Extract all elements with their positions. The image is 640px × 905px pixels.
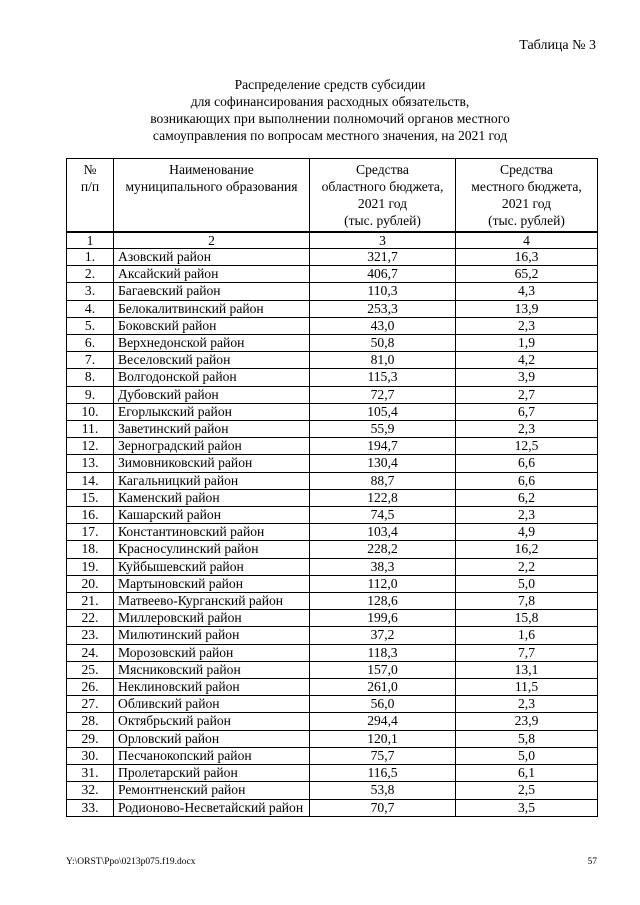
municipality-name: Пролетарский район (114, 765, 310, 782)
row-number: 14. (67, 472, 114, 489)
table-row (67, 317, 598, 334)
title-line: Распределение средств субсидии (234, 77, 426, 92)
local-budget-value: 23,9 (456, 713, 598, 730)
local-budget-value: 6,7 (456, 403, 598, 420)
local-budget-value: 2,3 (456, 317, 598, 334)
municipality-name: Морозовский район (114, 644, 310, 661)
column-numbers-row (67, 232, 598, 249)
municipality-name: Азовский район (114, 249, 310, 266)
row-number: 11. (67, 421, 114, 438)
header-regional-budget: Средства областного бюджета, 2021 год (тыс. рублей) (310, 159, 456, 233)
municipality-name: Орловский район (114, 730, 310, 747)
municipality-name: Октябрьский район (114, 713, 310, 730)
municipality-name: Веселовский район (114, 352, 310, 369)
regional-budget-value: 110,3 (310, 283, 456, 300)
table-row (67, 610, 598, 627)
row-number: 9. (67, 386, 114, 403)
row-number: 28. (67, 713, 114, 730)
row-number: 18. (67, 541, 114, 558)
regional-budget-value: 228,2 (310, 541, 456, 558)
row-number: 17. (67, 524, 114, 541)
header-local-budget: Средства местного бюджета, 2021 год (тыс. рублей) (456, 159, 598, 233)
column-number: 3 (310, 232, 456, 249)
table-row (67, 507, 598, 524)
local-budget-value: 4,3 (456, 283, 598, 300)
regional-budget-value: 261,0 (310, 679, 456, 696)
local-budget-value: 15,8 (456, 610, 598, 627)
municipality-name: Боковский район (114, 317, 310, 334)
local-budget-value: 2,7 (456, 386, 598, 403)
table-row (67, 730, 598, 747)
row-number: 3. (67, 283, 114, 300)
municipality-name: Егорлыкский район (114, 403, 310, 420)
table-row (67, 799, 598, 816)
regional-budget-value: 43,0 (310, 317, 456, 334)
regional-budget-value: 194,7 (310, 438, 456, 455)
regional-budget-value: 88,7 (310, 472, 456, 489)
local-budget-value: 65,2 (456, 266, 598, 283)
local-budget-value: 3,5 (456, 799, 598, 816)
table-row (67, 386, 598, 403)
local-budget-value: 16,3 (456, 249, 598, 266)
local-budget-value: 13,1 (456, 661, 598, 678)
regional-budget-value: 50,8 (310, 335, 456, 352)
row-number: 19. (67, 558, 114, 575)
local-budget-value: 16,2 (456, 541, 598, 558)
row-number: 23. (67, 627, 114, 644)
regional-budget-value: 70,7 (310, 799, 456, 816)
row-number: 31. (67, 765, 114, 782)
local-budget-value: 5,8 (456, 730, 598, 747)
regional-budget-value: 115,3 (310, 369, 456, 386)
row-number: 30. (67, 747, 114, 764)
table-row (67, 352, 598, 369)
row-number: 22. (67, 610, 114, 627)
municipality-name: Миллеровский район (114, 610, 310, 627)
row-number: 24. (67, 644, 114, 661)
regional-budget-value: 103,4 (310, 524, 456, 541)
row-number: 16. (67, 507, 114, 524)
row-number: 7. (67, 352, 114, 369)
table-row (67, 644, 598, 661)
table-header-row (67, 159, 598, 233)
regional-budget-value: 53,8 (310, 782, 456, 799)
table-row (67, 300, 598, 317)
row-number: 12. (67, 438, 114, 455)
row-number: 6. (67, 335, 114, 352)
regional-budget-value: 130,4 (310, 455, 456, 472)
municipality-name: Дубовский район (114, 386, 310, 403)
table-row (67, 765, 598, 782)
row-number: 32. (67, 782, 114, 799)
row-number: 10. (67, 403, 114, 420)
row-number: 15. (67, 489, 114, 506)
regional-budget-value: 406,7 (310, 266, 456, 283)
column-number: 4 (456, 232, 598, 249)
table-row (67, 438, 598, 455)
municipality-name: Волгодонской район (114, 369, 310, 386)
local-budget-value: 13,9 (456, 300, 598, 317)
regional-budget-value: 112,0 (310, 575, 456, 592)
table-row (67, 679, 598, 696)
table-row (67, 489, 598, 506)
municipality-name: Матвеево-Курганский район (114, 593, 310, 610)
municipality-name: Константиновский район (114, 524, 310, 541)
table-row (67, 696, 598, 713)
row-number: 25. (67, 661, 114, 678)
table-row (67, 421, 598, 438)
municipality-name: Родионово-Несветайский район (114, 799, 310, 816)
municipality-name: Песчанокопский район (114, 747, 310, 764)
regional-budget-value: 105,4 (310, 403, 456, 420)
municipality-name: Кашарский район (114, 507, 310, 524)
local-budget-value: 2,3 (456, 696, 598, 713)
regional-budget-value: 38,3 (310, 558, 456, 575)
local-budget-value: 6,2 (456, 489, 598, 506)
title-line: для софинансирования расходных обязательств, (190, 94, 470, 109)
local-budget-value: 1,9 (456, 335, 598, 352)
row-number: 20. (67, 575, 114, 592)
local-budget-value: 5,0 (456, 747, 598, 764)
table-row (67, 713, 598, 730)
local-budget-value: 12,5 (456, 438, 598, 455)
page-number: 57 (587, 857, 597, 867)
table-row (67, 558, 598, 575)
local-budget-value: 7,8 (456, 593, 598, 610)
municipality-name: Милютинский район (114, 627, 310, 644)
local-budget-value: 6,6 (456, 455, 598, 472)
row-number: 8. (67, 369, 114, 386)
row-number: 26. (67, 679, 114, 696)
table-row (67, 266, 598, 283)
municipality-name: Ремонтненский район (114, 782, 310, 799)
header-number: № п/п (67, 159, 114, 233)
municipality-name: Белокалитвинский район (114, 300, 310, 317)
regional-budget-value: 74,5 (310, 507, 456, 524)
table-row (67, 403, 598, 420)
regional-budget-value: 157,0 (310, 661, 456, 678)
title-line: возникающих при выполнении полномочий органов местного (150, 111, 510, 126)
regional-budget-value: 199,6 (310, 610, 456, 627)
regional-budget-value: 55,9 (310, 421, 456, 438)
table-row (67, 661, 598, 678)
municipality-name: Багаевский район (114, 283, 310, 300)
row-number: 27. (67, 696, 114, 713)
table-row (67, 627, 598, 644)
local-budget-value: 1,6 (456, 627, 598, 644)
regional-budget-value: 294,4 (310, 713, 456, 730)
municipality-name: Верхнедонской район (114, 335, 310, 352)
row-number: 29. (67, 730, 114, 747)
municipality-name: Мясниковский район (114, 661, 310, 678)
regional-budget-value: 37,2 (310, 627, 456, 644)
local-budget-value: 2,3 (456, 507, 598, 524)
local-budget-value: 2,5 (456, 782, 598, 799)
municipality-name: Неклиновский район (114, 679, 310, 696)
municipality-name: Аксайский район (114, 266, 310, 283)
regional-budget-value: 253,3 (310, 300, 456, 317)
local-budget-value: 11,5 (456, 679, 598, 696)
table-row (67, 455, 598, 472)
column-number: 2 (114, 232, 310, 249)
municipality-name: Мартыновский район (114, 575, 310, 592)
row-number: 21. (67, 593, 114, 610)
local-budget-value: 6,1 (456, 765, 598, 782)
regional-budget-value: 118,3 (310, 644, 456, 661)
municipality-name: Зимовниковский район (114, 455, 310, 472)
header-municipality: Наименование муниципального образования (114, 159, 310, 233)
table-row (67, 524, 598, 541)
table-row (67, 575, 598, 592)
municipality-name: Зерноградский район (114, 438, 310, 455)
regional-budget-value: 120,1 (310, 730, 456, 747)
local-budget-value: 3,9 (456, 369, 598, 386)
municipality-name: Красносулинский район (114, 541, 310, 558)
local-budget-value: 6,6 (456, 472, 598, 489)
row-number: 2. (67, 266, 114, 283)
local-budget-value: 2,3 (456, 421, 598, 438)
regional-budget-value: 122,8 (310, 489, 456, 506)
municipality-name: Кагальницкий район (114, 472, 310, 489)
regional-budget-value: 81,0 (310, 352, 456, 369)
table-row (67, 283, 598, 300)
subsidy-table (66, 158, 598, 817)
local-budget-value: 7,7 (456, 644, 598, 661)
regional-budget-value: 75,7 (310, 747, 456, 764)
table-row (67, 541, 598, 558)
local-budget-value: 5,0 (456, 575, 598, 592)
regional-budget-value: 321,7 (310, 249, 456, 266)
table-number: Таблица № 3 (519, 38, 596, 53)
local-budget-value: 4,9 (456, 524, 598, 541)
table-row (67, 472, 598, 489)
municipality-name: Обливский район (114, 696, 310, 713)
regional-budget-value: 56,0 (310, 696, 456, 713)
regional-budget-value: 116,5 (310, 765, 456, 782)
title-line: самоуправления по вопросам местного значения, на 2021 год (152, 128, 508, 143)
regional-budget-value: 128,6 (310, 593, 456, 610)
row-number: 33. (67, 799, 114, 816)
table-row (67, 369, 598, 386)
table-row (67, 747, 598, 764)
table-row (67, 249, 598, 266)
row-number: 1. (67, 249, 114, 266)
document-title (60, 76, 600, 144)
table-row (67, 782, 598, 799)
table-body (67, 249, 598, 817)
row-number: 5. (67, 317, 114, 334)
table-row (67, 593, 598, 610)
municipality-name: Куйбышевский район (114, 558, 310, 575)
regional-budget-value: 72,7 (310, 386, 456, 403)
file-path: Y:\ORST\Ppo\0213p075.f19.docx (66, 857, 196, 867)
municipality-name: Каменский район (114, 489, 310, 506)
table-row (67, 335, 598, 352)
local-budget-value: 4,2 (456, 352, 598, 369)
row-number: 13. (67, 455, 114, 472)
column-number: 1 (67, 232, 114, 249)
row-number: 4. (67, 300, 114, 317)
municipality-name: Заветинский район (114, 421, 310, 438)
local-budget-value: 2,2 (456, 558, 598, 575)
